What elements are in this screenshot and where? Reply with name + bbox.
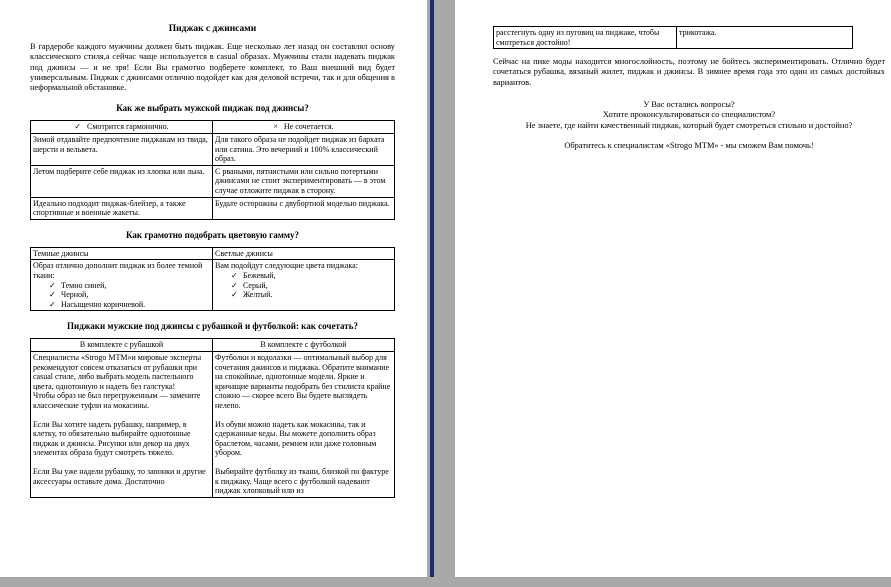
bad-column-header — [213, 121, 395, 134]
table-row — [494, 27, 853, 49]
tshirt-column-header: В комплекте с футболкой — [213, 339, 395, 352]
check-icon: ✓ — [231, 280, 238, 290]
shirt-para: Если Вы уже надели рубашку, то запонки и другие аксессуары оставьте дома. Достаточно — [33, 466, 206, 486]
check-icon: ✓ — [49, 290, 56, 300]
light-jeans-header: Светлые джинсы — [213, 247, 395, 260]
bad-header-label: Не сочетается. — [283, 122, 334, 132]
list-item-label: Бежевый, — [243, 271, 276, 281]
list-item — [49, 300, 210, 310]
section-2-heading: Как грамотно подобрать цветовую гамму? — [125, 229, 299, 240]
section-1-heading: Как же выбрать мужской пиджак под джинсы? — [116, 103, 309, 114]
table-cell: Будьте осторожны с двубортной моделью пиджака. — [213, 197, 395, 219]
table-row — [31, 197, 395, 219]
call-to-action: Обратитесь к специалистам «Strogo MTM» - мы сможем Вам помочь! — [564, 140, 814, 150]
page-1-content — [30, 22, 395, 498]
cross-icon: × — [273, 122, 278, 132]
document-page-1[interactable] — [0, 0, 427, 577]
table-cell: Идеально подходит пиджак-блейзер, а также спортивные и военные жакеты. — [31, 197, 213, 219]
table-row — [31, 351, 395, 497]
table-cell: Для такого образа не подойдет пиджак из бархата или сатина. Это вечерний и 100% классический образ. — [213, 134, 395, 166]
color-table — [30, 247, 395, 312]
spacer — [493, 131, 885, 141]
table-cell: трикотажа. — [677, 27, 853, 49]
page-2-content — [493, 26, 885, 151]
table-header-row — [31, 247, 395, 260]
tshirt-para: Выбирайте футболку из ткани, близкой по фактуре к пиджаку. Чаще всего с футболкой надевают пиджак хлопковый или из — [215, 466, 389, 496]
shirt-para: Чтобы образ не был перегруженным — замените классические туфли на мокасины. — [33, 391, 201, 410]
tshirt-para: Из обуви можно надеть как мокасины, так и сдержанные кеды. Вы можете дополнить образ браслетом, часами, ремнем или даже головным убором. — [215, 419, 377, 458]
list-item-label: Желтый. — [243, 290, 273, 300]
check-icon: ✓ — [49, 299, 56, 309]
list-item-label: Насыщенно коричневой. — [61, 299, 146, 309]
bottom-scroll-area — [0, 577, 891, 587]
dark-color-list — [33, 281, 210, 310]
table-cell — [213, 351, 395, 497]
table-cell — [31, 351, 213, 497]
table-row — [31, 260, 395, 311]
table-header-row — [31, 121, 395, 134]
shirt-para: Специалисты «Strogo MTM»и мировые эксперты рекомендуют совсем отказаться от рубашки при casual стиле, либо выбрать модель пастельного цвета, однотонную и надеть без галстука! — [33, 352, 202, 391]
spacer — [33, 458, 210, 467]
list-item-label: Серый, — [243, 280, 268, 290]
list-item — [231, 290, 392, 300]
table-cell: Летом подберите себе пиджак из хлопка или льна. — [31, 165, 213, 197]
combo-table — [30, 338, 395, 497]
document-page-2[interactable] — [455, 0, 891, 577]
good-column-header — [31, 121, 213, 134]
question-2: Хотите проконсультироваться со специалистом? — [602, 110, 776, 120]
intro-paragraph: В гардеробе каждого мужчины должен быть пиджак. Еще несколько лет назад он составлял основу классического стиля,а сейчас чаще используется в casual образах. Мужчины стали надевать пиджак под джинсы — и не зря! Если Вы грамотно подберете комплект, то Ваш внешний вид будет универсальным. Пиджак с джинсами отлично подойдет как для деловой встречи, так и для общения в неформальной обстановке. — [30, 42, 395, 93]
list-item — [49, 281, 210, 291]
dark-jeans-header: Темные джинсы — [31, 247, 213, 260]
table-row — [31, 134, 395, 166]
table-cell — [31, 260, 213, 311]
table-header-row — [31, 339, 395, 352]
question-3: Не знаете, где найти качественный пиджак, который будет смотреться стильно и достойно? — [525, 120, 853, 130]
list-item — [231, 271, 392, 281]
list-item-label: Черной, — [61, 290, 89, 300]
page-split-line — [430, 0, 434, 587]
question-1: У Вас остались вопросы? — [643, 100, 735, 110]
shirt-column-header: В комплекте с рубашкой — [31, 339, 213, 352]
list-item-label: Темно синей, — [61, 280, 107, 290]
dark-intro: Образ отлично дополнит пиджак из более темной ткани: — [33, 261, 203, 281]
table-cell: расстегнуть одну из пуговиц на пиджаке, чтобы смотреться достойно! — [494, 27, 677, 49]
spacer — [493, 88, 885, 100]
document-title: Пиджак с джинсами — [168, 24, 257, 34]
suitability-table — [30, 120, 395, 219]
light-color-list — [215, 271, 392, 300]
check-icon: ✓ — [49, 280, 56, 290]
table-cell — [213, 260, 395, 311]
spacer — [215, 411, 392, 420]
table-row — [31, 165, 395, 197]
check-icon: ✓ — [231, 271, 238, 281]
tshirt-para: Футболки и водолазки — оптимальный выбор для сочетания джинсов и пиджака. Обратите внимание на спокойные, однотонные модели. Яркие и кричащие варианты подобрать без стилиста крайне сложно — скорее всего Вы будете выглядеть нелепо. — [215, 352, 391, 410]
check-icon: ✓ — [231, 290, 238, 300]
shirt-para: Если Вы хотите надеть рубашку, например, в клетку, то обязательно выбирайте однотонные пиджак и джинсы. Рисунки или декор на двух элементах образа будут смотреть тяжело. — [33, 419, 191, 458]
table-cell: С рваными, пятнистыми или сильно потертыми джинсами не стоит экспериментировать — в этом случае отложите пиджак в сторону. — [213, 165, 395, 197]
combo-table-continued — [493, 26, 853, 49]
list-item — [49, 290, 210, 300]
check-icon: ✓ — [74, 122, 82, 132]
spacer — [33, 411, 210, 420]
spacer — [215, 458, 392, 467]
table-cell: Зимой отдавайте предпочтение пиджакам из твида, шерсти и вельвета. — [31, 134, 213, 166]
spacer — [493, 49, 885, 57]
layering-paragraph: Сейчас на пике моды находится многослойность, поэтому не бойтесь экспериментировать. Отлично будет сочетаться рубашка, вязаный жилет, пиджак и джинсы. В зимнее время года это один из самых достойных вариантов. — [493, 57, 885, 87]
section-3-heading: Пиджаки мужские под джинсы с рубашкой и футболкой: как сочетать? — [67, 321, 358, 332]
light-intro: Вам подойдут следующие цвета пиджака: — [215, 261, 358, 271]
good-header-label: Смотрится гармонично. — [87, 122, 169, 132]
list-item — [231, 281, 392, 291]
